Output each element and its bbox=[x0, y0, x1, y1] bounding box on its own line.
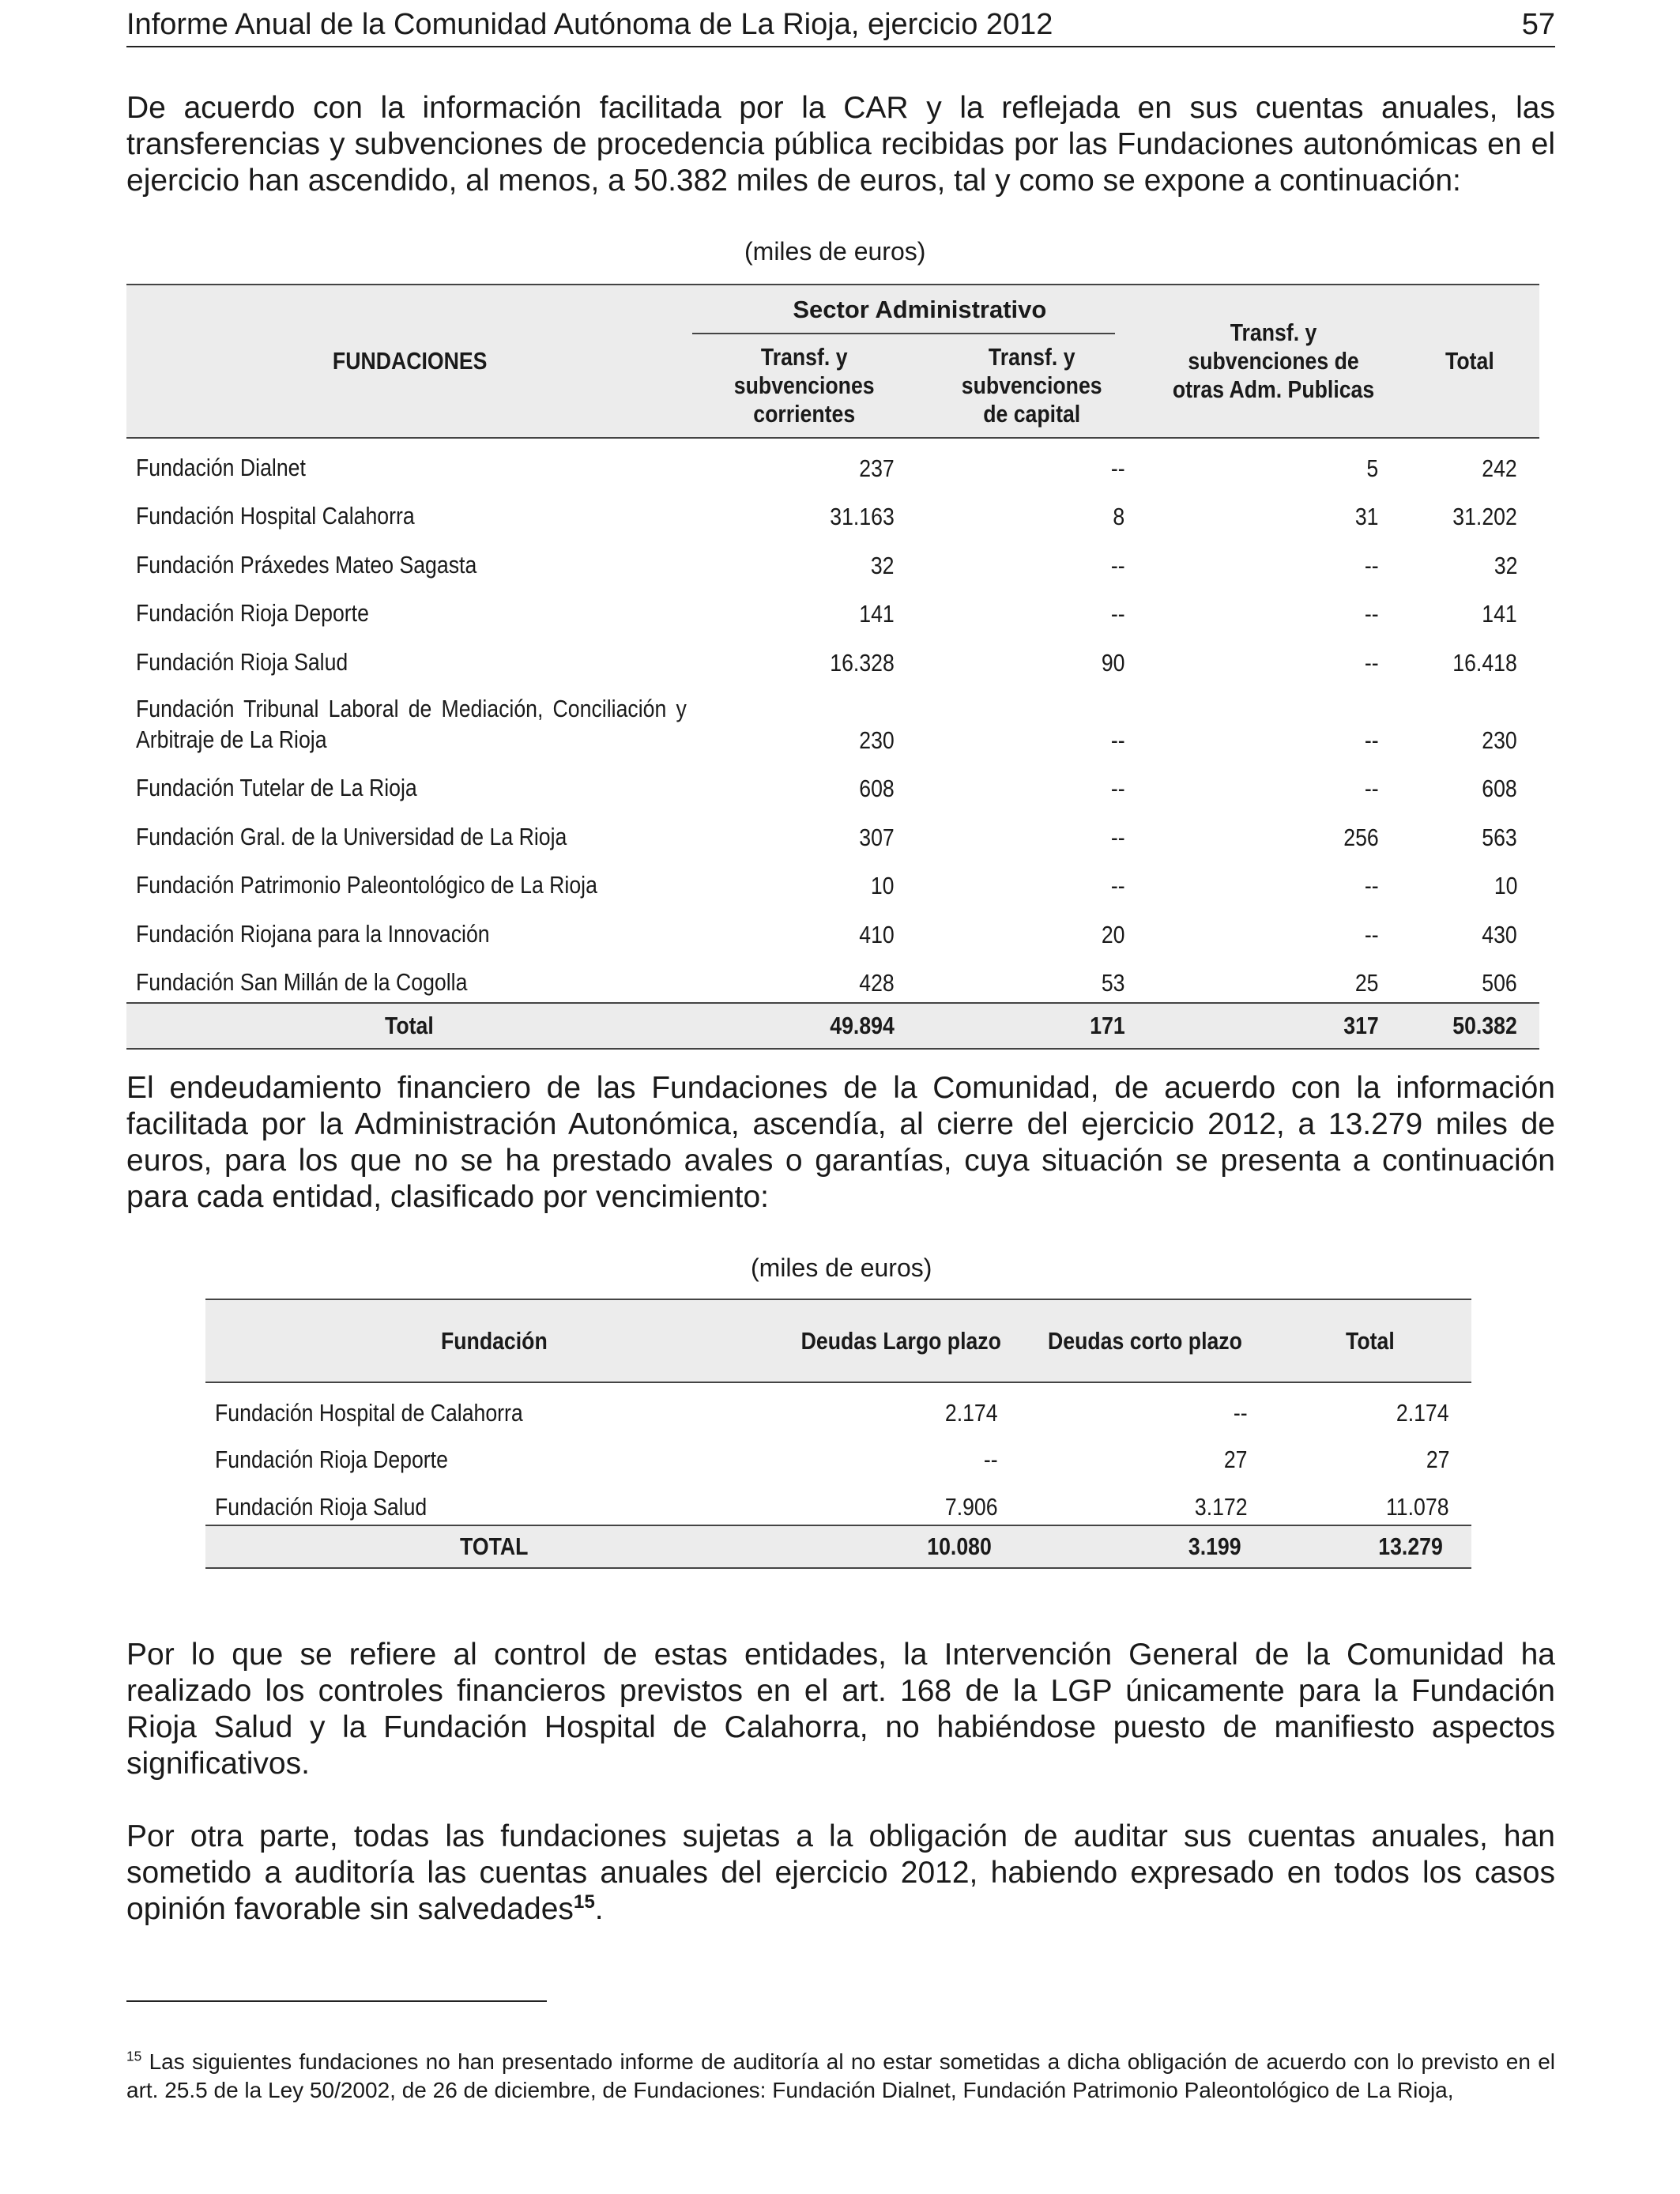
total-total: 50.382 bbox=[1400, 1003, 1539, 1049]
transf-capital: -- bbox=[1110, 600, 1125, 628]
row-total: 430 bbox=[1482, 920, 1517, 948]
footnote-divider bbox=[126, 2000, 547, 2002]
transf-otras: -- bbox=[1364, 726, 1379, 754]
table-row bbox=[126, 438, 1539, 488]
deuda-corto: 3.172 bbox=[1194, 1492, 1248, 1521]
paragraph-debt: El endeudamiento financiero de las Fundaciones de la Comunidad, de acuerdo con la información facilitada por la Administración Autonómica, ascendía, al cierre del ejercicio 2012, a 13.279 miles de euros, para los que no se ha prestado avales o garantías, cuya situación se presenta a continuación para cada entidad, clasificado por vencimiento: bbox=[126, 1071, 1555, 1214]
row-total: 10 bbox=[1494, 872, 1517, 899]
col-fundaciones: FUNDACIONES bbox=[126, 285, 692, 438]
row-total: 506 bbox=[1482, 969, 1517, 997]
transf-capital: 53 bbox=[1101, 969, 1125, 997]
deuda-largo: 7.906 bbox=[944, 1492, 998, 1521]
total-corto: 3.199 bbox=[1020, 1525, 1270, 1568]
table2-units: (miles de euros) bbox=[751, 1253, 932, 1282]
footnote-text: Las siguientes fundaciones no han presentado informe de auditoría al no estar sometidas a dicha obligación de acuerdo con lo previsto en el art. 25.5 de la Ley 50/2002, de 26 de diciembre, de Fundaciones: Fundación Dialnet, Fundación Patrimonio Paleontológico de La Rioja, bbox=[126, 2049, 1555, 2102]
paragraph-transfers: De acuerdo con la información facilitada por la CAR y la reflejada en sus cuentas anuales, las transferencias y subvenciones de procedencia pública recibidas por las Fundaciones autonómicas en el ejercicio han ascendido, al menos, a 50.382 miles de euros, tal y como se expone a continuación: bbox=[126, 91, 1555, 198]
row-total: 16.418 bbox=[1452, 648, 1517, 677]
table-row bbox=[205, 1477, 1471, 1525]
fundacion-name: Fundación Gral. de la Universidad de La Rioja bbox=[136, 822, 567, 850]
transf-capital: -- bbox=[1110, 775, 1125, 802]
table-row bbox=[126, 808, 1539, 857]
fundacion-name: Fundación Patrimonio Paleontológico de La Rioja bbox=[136, 871, 597, 899]
table-row bbox=[126, 857, 1539, 906]
transf-corrientes: 428 bbox=[859, 969, 895, 997]
transf-otras: 31 bbox=[1354, 503, 1379, 530]
debt-table-body bbox=[205, 1382, 1471, 1525]
debt-total-row bbox=[205, 1525, 1471, 1568]
fundacion-name: Fundación Rioja Salud bbox=[215, 1492, 428, 1521]
transf-otras: 256 bbox=[1343, 823, 1379, 851]
row-total: 31.202 bbox=[1452, 503, 1517, 530]
transf-corrientes: 16.328 bbox=[830, 648, 895, 677]
col-total: Total bbox=[1400, 285, 1539, 438]
total-otras: 317 bbox=[1147, 1003, 1400, 1049]
col-group-sector-administrativo bbox=[692, 285, 1147, 334]
col-corrientes: Transf. y subvenciones corrientes bbox=[692, 334, 916, 438]
audit-text-end: . bbox=[594, 1892, 604, 1926]
transfers-table bbox=[126, 284, 1539, 1050]
fundacion-name: Fundación Rioja Deporte bbox=[136, 599, 369, 627]
row-total: 11.078 bbox=[1386, 1492, 1449, 1521]
report-title: Informe Anual de la Comunidad Autónoma de La Rioja, ejercicio 2012 bbox=[126, 8, 1053, 41]
footnote bbox=[126, 2048, 1555, 2105]
table-row bbox=[126, 585, 1539, 634]
col-fundacion: Fundación bbox=[205, 1299, 782, 1382]
debt-table bbox=[205, 1299, 1471, 1569]
fundacion-name: Fundación San Millán de la Cogolla bbox=[136, 968, 468, 996]
transf-corrientes: 608 bbox=[859, 775, 895, 802]
fundacion-name: Fundación Práxedes Mateo Sagasta bbox=[136, 550, 477, 579]
deuda-largo: 2.174 bbox=[944, 1398, 998, 1427]
sector-label: Sector Administrativo bbox=[793, 296, 1047, 323]
col-total: Total bbox=[1270, 1299, 1471, 1382]
transf-capital: -- bbox=[1110, 823, 1125, 851]
row-total: 32 bbox=[1494, 551, 1517, 579]
fundacion-name: Fundación Hospital de Calahorra bbox=[215, 1398, 523, 1427]
total-corrientes: 49.894 bbox=[692, 1003, 916, 1049]
transf-capital: -- bbox=[1110, 872, 1125, 899]
col-deudas-largo: Deudas Largo plazo bbox=[782, 1299, 1019, 1382]
transf-corrientes: 10 bbox=[871, 872, 895, 899]
transf-corrientes: 32 bbox=[871, 551, 895, 579]
total-total: 13.279 bbox=[1270, 1525, 1471, 1568]
transf-otras: -- bbox=[1364, 872, 1379, 899]
paragraph-control: Por lo que se refiere al control de estas entidades, la Intervención General de la Comunidad ha realizado los controles financieros previstos en el art. 168 de la LGP únicamente para la Fundación Rioja Salud y la Fundación Hospital de Calahorra, no habiéndose puesto de manifiesto aspectos significativos. bbox=[126, 1638, 1555, 1781]
fundacion-name: Fundación Hospital Calahorra bbox=[136, 502, 415, 530]
deuda-corto: -- bbox=[1233, 1398, 1248, 1427]
transf-corrientes: 237 bbox=[859, 454, 895, 482]
table-row bbox=[205, 1382, 1471, 1431]
transf-capital: -- bbox=[1110, 551, 1125, 579]
transf-corrientes: 410 bbox=[859, 920, 895, 948]
table-row bbox=[126, 905, 1539, 954]
deuda-corto: 27 bbox=[1223, 1446, 1248, 1473]
transfers-table-body bbox=[126, 438, 1539, 1003]
table1-units: (miles de euros) bbox=[744, 237, 926, 266]
table-row bbox=[126, 954, 1539, 1004]
total-largo: 10.080 bbox=[782, 1525, 1019, 1568]
page-number: 57 bbox=[1521, 8, 1555, 41]
table-row bbox=[126, 760, 1539, 809]
fundacion-name: Fundación Rioja Salud bbox=[136, 647, 348, 676]
col-otras-adm: Transf. y subvenciones de otras Adm. Publicas bbox=[1147, 285, 1400, 438]
transf-otras: 5 bbox=[1366, 454, 1379, 482]
footnote-reference[interactable]: 15 bbox=[573, 1891, 595, 1913]
row-total: 608 bbox=[1482, 775, 1517, 802]
paragraph-audit bbox=[126, 1819, 1555, 1928]
transf-otras: 25 bbox=[1354, 969, 1379, 997]
fundacion-name: Fundación Rioja Deporte bbox=[215, 1446, 448, 1473]
fundacion-name: Fundación Dialnet bbox=[136, 453, 306, 481]
table-row bbox=[126, 488, 1539, 537]
fundacion-name: Fundación Tribunal Laboral de Mediación, Conciliación y Arbitraje de La Rioja bbox=[136, 694, 687, 753]
transf-corrientes: 230 bbox=[859, 726, 895, 754]
transf-otras: -- bbox=[1364, 775, 1379, 802]
row-total: 2.174 bbox=[1396, 1398, 1449, 1427]
transf-otras: -- bbox=[1364, 648, 1379, 677]
transf-capital: 90 bbox=[1101, 648, 1125, 677]
row-total: 141 bbox=[1482, 600, 1517, 628]
transf-corrientes: 141 bbox=[859, 600, 895, 628]
transf-otras: -- bbox=[1364, 551, 1379, 579]
transfers-total-row bbox=[126, 1003, 1539, 1049]
table-row bbox=[126, 682, 1539, 760]
transf-capital: 20 bbox=[1101, 920, 1125, 948]
fundacion-name: Fundación Tutelar de La Rioja bbox=[136, 774, 417, 801]
transf-otras: -- bbox=[1364, 600, 1379, 628]
row-total: 27 bbox=[1426, 1446, 1449, 1473]
total-capital: 171 bbox=[917, 1003, 1147, 1049]
deuda-largo: -- bbox=[983, 1446, 998, 1473]
transf-capital: -- bbox=[1110, 726, 1125, 754]
transf-capital: -- bbox=[1110, 454, 1125, 482]
page-header bbox=[126, 6, 1555, 47]
total-label: TOTAL bbox=[205, 1525, 782, 1568]
table-row bbox=[126, 536, 1539, 585]
row-total: 242 bbox=[1482, 454, 1517, 482]
audit-text: Por otra parte, todas las fundaciones sujetas a la obligación de auditar sus cuentas anuales, han sometido a auditoría las cuentas anuales del ejercicio 2012, habiendo expresado en todos los casos opinión favorable sin salvedades bbox=[126, 1819, 1555, 1926]
total-label: Total bbox=[126, 1003, 692, 1049]
col-deudas-corto: Deudas corto plazo bbox=[1020, 1299, 1270, 1382]
transf-otras: -- bbox=[1364, 920, 1379, 948]
transf-corrientes: 31.163 bbox=[830, 503, 895, 530]
fundacion-name: Fundación Riojana para la Innovación bbox=[136, 919, 490, 948]
row-total: 563 bbox=[1482, 823, 1517, 851]
table-row bbox=[205, 1431, 1471, 1478]
table-row bbox=[126, 633, 1539, 682]
footnote-number: 15 bbox=[126, 2048, 142, 2064]
col-capital: Transf. y subvenciones de capital bbox=[917, 334, 1147, 438]
transf-capital: 8 bbox=[1113, 503, 1125, 530]
transf-corrientes: 307 bbox=[859, 823, 895, 851]
row-total: 230 bbox=[1482, 726, 1517, 754]
